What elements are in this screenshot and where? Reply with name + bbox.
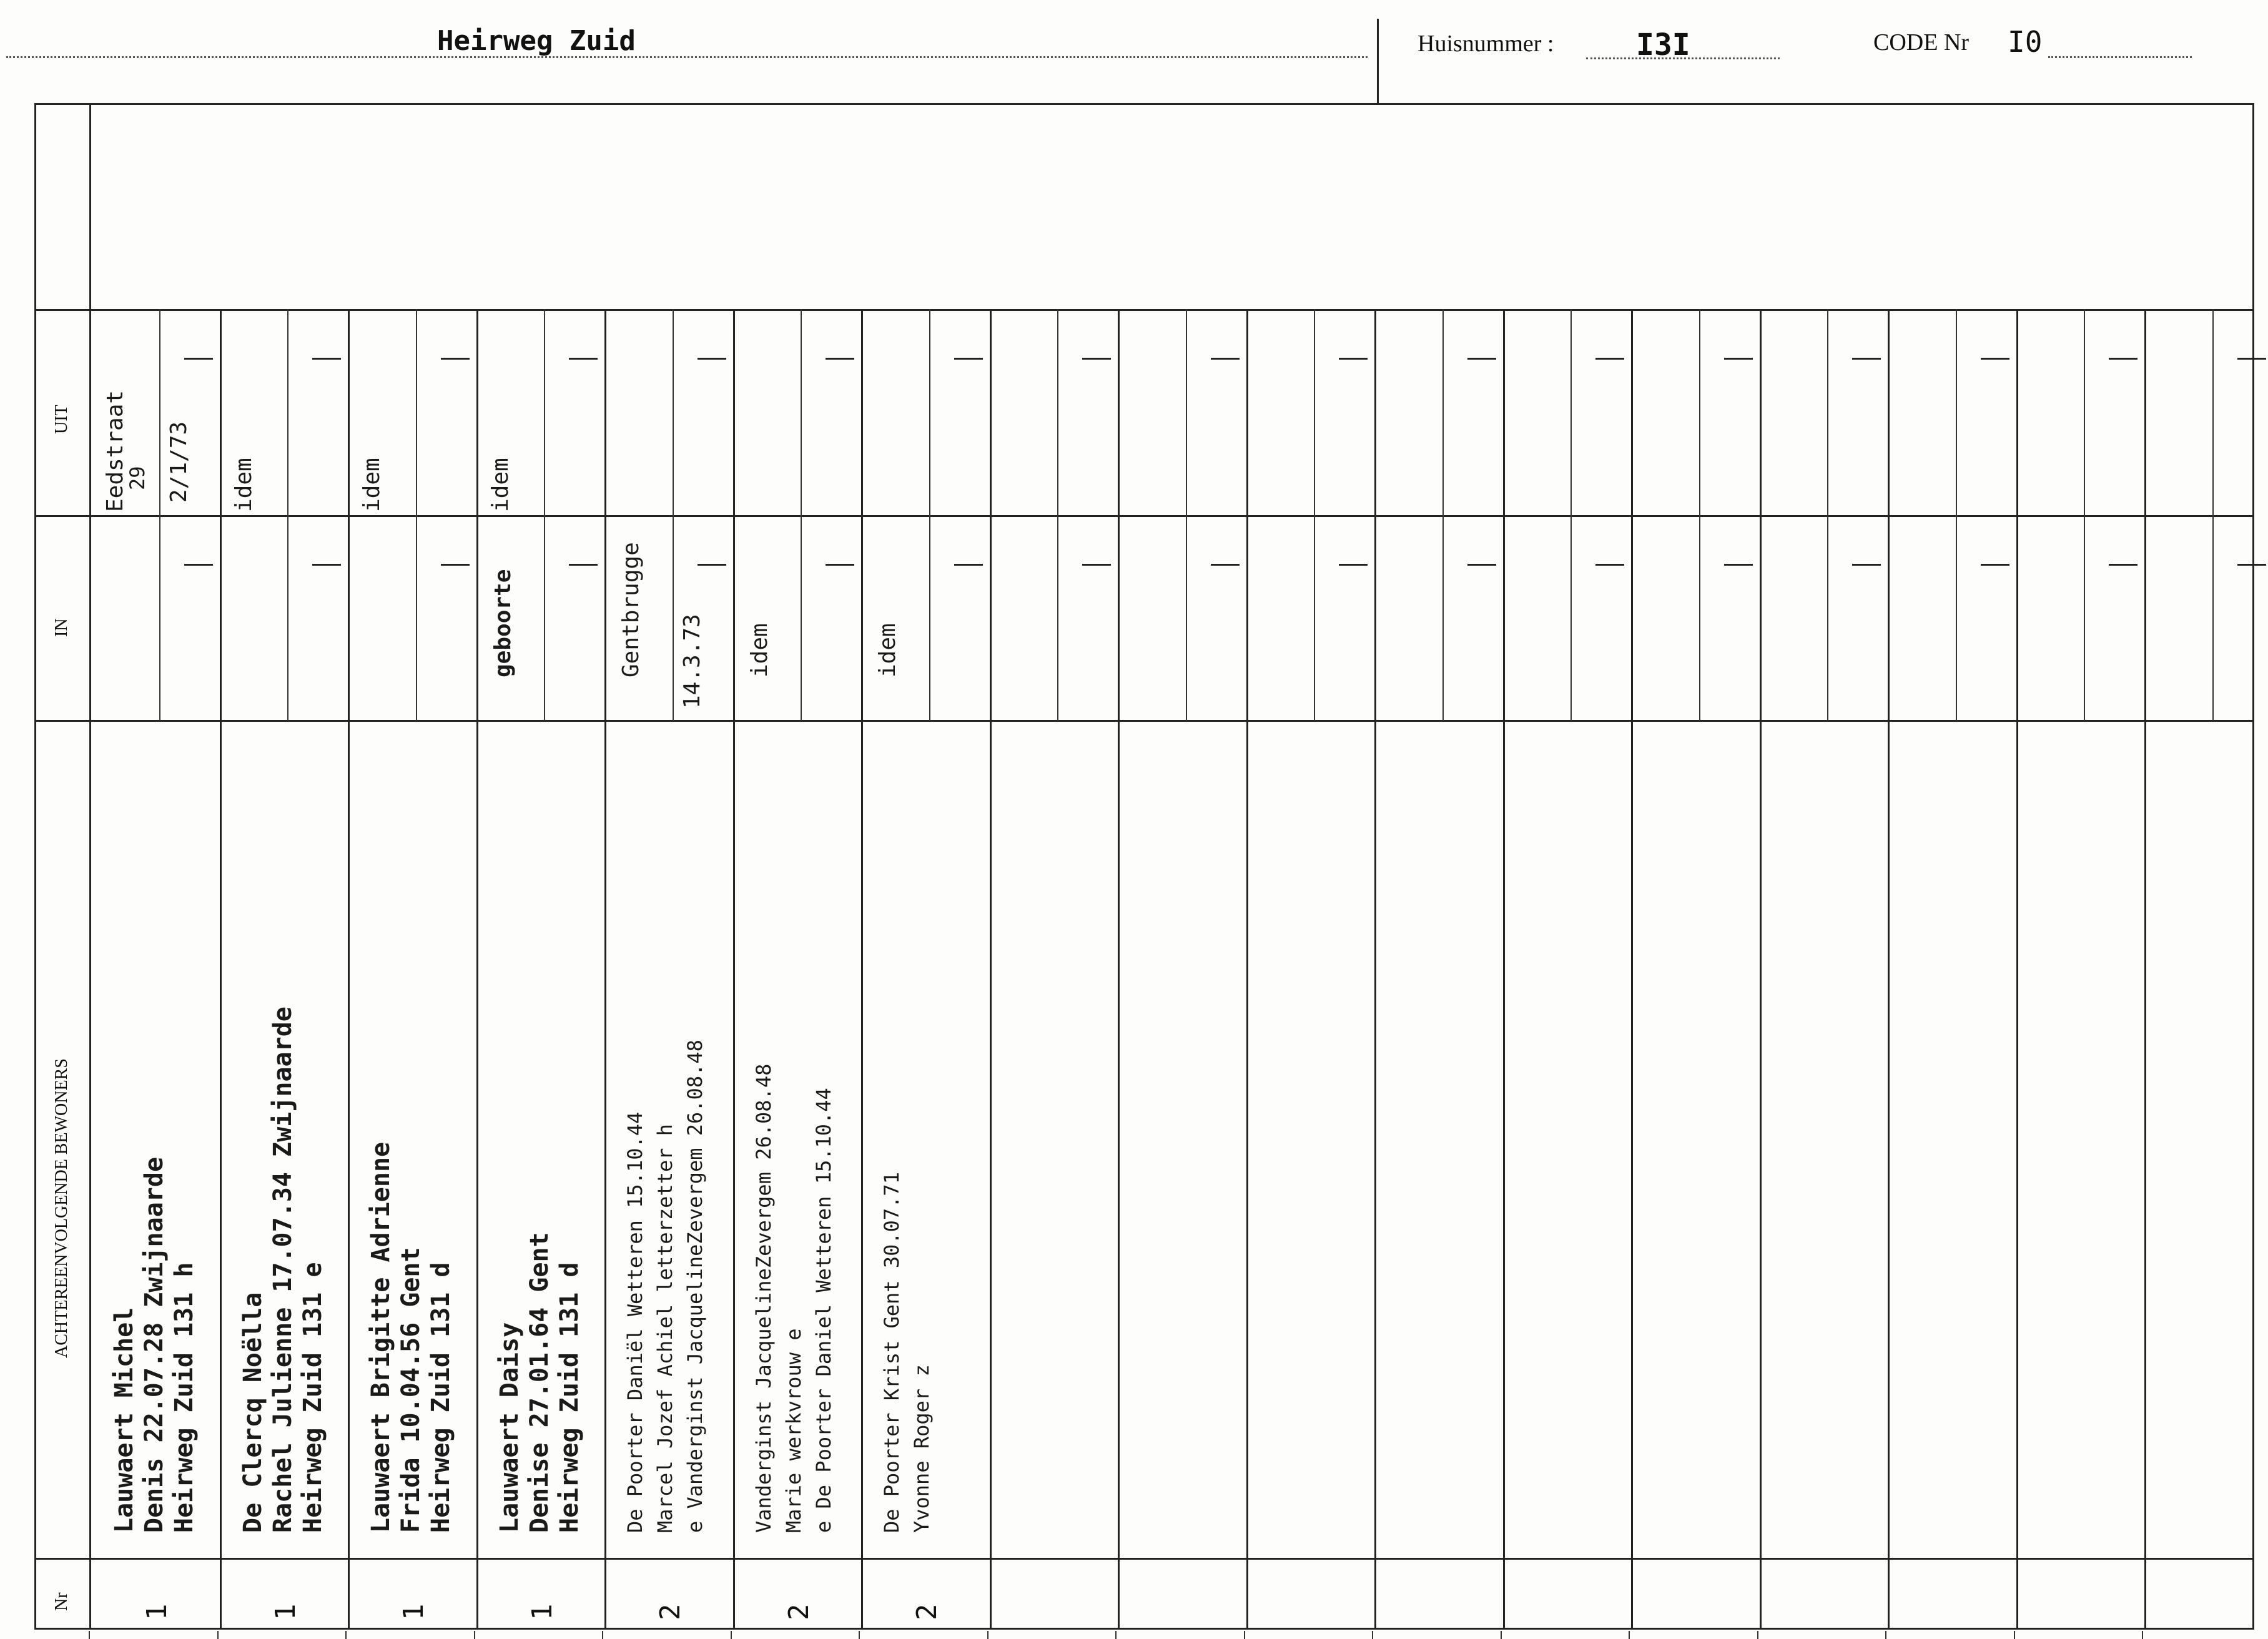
column-divider — [861, 309, 863, 1630]
column-divider — [2016, 309, 2018, 1630]
code-label: CODE Nr — [1873, 29, 1970, 56]
in-date: 14.3.73 — [679, 614, 705, 709]
uit-dash — [1339, 358, 1368, 360]
uit-subdivider — [1827, 309, 1828, 515]
resident-line: Marcel Jozef Achiel letterzetter h — [653, 1123, 677, 1533]
in-subdivider — [544, 515, 545, 721]
row-label-uit: UIT — [52, 405, 71, 434]
resident-line: De Poorter Krist Gent 30.07.71 — [880, 1172, 904, 1533]
in-subdivider — [1186, 515, 1187, 721]
street-dotted-line — [6, 56, 1368, 58]
resident-line: e De Poorter Daniel Wetteren 15.10.44 — [812, 1088, 836, 1533]
in-subdivider — [1570, 515, 1572, 721]
tick-mark — [217, 1631, 219, 1639]
resident-number: 2 — [783, 1603, 815, 1620]
resident-line: Heirweg Zuid 131 e — [298, 1262, 327, 1533]
header-divider — [1377, 19, 1379, 103]
uit-place: idem — [231, 458, 257, 512]
resident-line: Denis 22.07.28 Zwijnaarde — [140, 1156, 169, 1533]
in-subdivider — [1699, 515, 1700, 721]
column-divider — [2144, 309, 2146, 1630]
uit-dash — [2109, 358, 2137, 360]
resident-line: Heirweg Zuid 131 h — [170, 1262, 199, 1533]
uit-dash — [1595, 358, 1624, 360]
in-subdivider — [1442, 515, 1444, 721]
in-dash — [2237, 564, 2266, 566]
row-divider-nr — [89, 1558, 2254, 1560]
uit-subdivider — [1570, 309, 1572, 515]
resident-number: 1 — [526, 1603, 558, 1620]
tick-mark — [731, 1631, 732, 1639]
tick-mark — [2142, 1631, 2143, 1639]
resident-number: 1 — [141, 1603, 173, 1620]
resident-number: 2 — [911, 1603, 943, 1620]
tick-mark — [1501, 1631, 1502, 1639]
code-dotted-line — [2048, 56, 2192, 58]
uit-subdivider — [929, 309, 930, 515]
in-dash — [569, 564, 598, 566]
huisnummer-value: I3I — [1636, 27, 1690, 62]
in-subdivider — [416, 515, 417, 721]
tick-mark — [987, 1631, 989, 1639]
in-dash — [1852, 564, 1881, 566]
resident-number: 2 — [654, 1603, 686, 1620]
tick-mark — [1885, 1631, 1886, 1639]
uit-dash — [441, 358, 470, 360]
resident-line: Lauwaert Brigitte Adrienne — [367, 1141, 395, 1533]
column-divider — [348, 309, 350, 1630]
uit-dash — [312, 358, 341, 360]
uit-date: 2/1/73 — [166, 421, 192, 503]
uit-subdivider — [544, 309, 545, 515]
in-dash — [441, 564, 470, 566]
tick-mark — [1115, 1631, 1117, 1639]
resident-line: Rachel Julienne 17.07.34 Zwijnaarde — [269, 1007, 297, 1533]
in-subdivider — [2212, 515, 2214, 721]
in-subdivider — [673, 515, 674, 721]
column-divider — [220, 309, 222, 1630]
huisnummer-label: Huisnummer : — [1418, 31, 1554, 57]
column-divider — [1374, 309, 1376, 1630]
uit-subdivider — [1956, 309, 1957, 515]
uit-subdivider — [2212, 309, 2214, 515]
in-dash — [1724, 564, 1753, 566]
in-subdivider — [2084, 515, 2085, 721]
resident-number: 1 — [398, 1603, 430, 1620]
tick-mark — [1629, 1631, 1630, 1639]
resident-line: Lauwaert Michel — [110, 1307, 139, 1533]
uit-subdivider — [1699, 309, 1700, 515]
tick-mark — [1372, 1631, 1373, 1639]
uit-dash — [1852, 358, 1881, 360]
resident-line: De Poorter Daniël Wetteren 15.10.44 — [623, 1111, 647, 1533]
code-value: I0 — [2008, 25, 2043, 59]
resident-line: Frida 10.04.56 Gent — [397, 1247, 425, 1533]
uit-dash — [1211, 358, 1240, 360]
bottom-ticks — [0, 1631, 2268, 1639]
row-divider-in — [89, 515, 2254, 517]
in-subdivider — [159, 515, 160, 721]
resident-line: Denise 27.01.64 Gent — [525, 1232, 554, 1533]
in-dash — [1467, 564, 1496, 566]
in-subdivider — [1827, 515, 1828, 721]
tick-mark — [1244, 1631, 1245, 1639]
label-divider-3 — [34, 720, 89, 722]
uit-dash — [826, 358, 854, 360]
column-divider — [733, 309, 735, 1630]
row-divider-uit — [89, 309, 2254, 311]
in-dash — [1211, 564, 1240, 566]
resident-line: e Vanderginst JacquelineZevergem 26.08.48 — [683, 1040, 707, 1533]
uit-dash — [1082, 358, 1111, 360]
uit-place: idem — [359, 458, 385, 512]
uit-dash — [1981, 358, 2009, 360]
tick-mark — [89, 1631, 90, 1639]
uit-subdivider — [673, 309, 674, 515]
in-dash — [2109, 564, 2137, 566]
uit-dash — [954, 358, 983, 360]
resident-number: 1 — [270, 1603, 302, 1620]
uit-dash — [1467, 358, 1496, 360]
uit-subdivider — [159, 309, 160, 515]
resident-line: Heirweg Zuid 131 d — [426, 1262, 455, 1533]
grid-top-border — [34, 103, 2254, 105]
column-divider — [1118, 309, 1120, 1630]
uit-subdivider — [287, 309, 288, 515]
row-divider-bewoners — [89, 720, 2254, 722]
column-divider — [1760, 309, 1762, 1630]
tick-mark — [474, 1631, 475, 1639]
uit-place: Eedstraat — [102, 390, 128, 512]
resident-line: Marie werkvrouw e — [782, 1328, 806, 1533]
uit-dash — [698, 358, 726, 360]
tick-mark — [602, 1631, 603, 1639]
uit-subdivider — [1314, 309, 1315, 515]
label-column-divider — [89, 103, 91, 1630]
label-divider-2 — [34, 515, 89, 517]
register-grid — [34, 103, 2254, 1630]
street-name: Heirweg Zuid — [437, 25, 636, 57]
resident-line: Lauwaert Daisy — [495, 1322, 524, 1533]
uit-dash — [569, 358, 598, 360]
label-divider-4 — [34, 1558, 89, 1560]
resident-line: Heirweg Zuid 131 d — [555, 1262, 584, 1533]
in-dash — [826, 564, 854, 566]
grid-left-border — [34, 103, 36, 1630]
uit-subdivider — [1186, 309, 1187, 515]
tick-mark — [2014, 1631, 2015, 1639]
in-dash — [954, 564, 983, 566]
in-place: geboorte — [490, 569, 516, 677]
in-subdivider — [801, 515, 802, 721]
uit-place-number: 29 — [126, 466, 149, 490]
uit-subdivider — [1057, 309, 1058, 515]
in-place: idem — [875, 623, 900, 677]
in-subdivider — [1956, 515, 1957, 721]
in-subdivider — [929, 515, 930, 721]
in-dash — [698, 564, 726, 566]
in-subdivider — [1057, 515, 1058, 721]
in-place: Gentbrugge — [618, 542, 644, 677]
column-divider — [990, 309, 992, 1630]
in-subdivider — [1314, 515, 1315, 721]
uit-subdivider — [416, 309, 417, 515]
uit-place: idem — [488, 458, 513, 512]
in-place: idem — [747, 623, 772, 677]
tick-mark — [859, 1631, 860, 1639]
column-divider — [1888, 309, 1890, 1630]
label-divider-1 — [34, 309, 89, 311]
row-label-bewoners: ACHTEREENVOLGENDE BEWONERS — [52, 1058, 71, 1358]
column-divider — [1631, 309, 1633, 1630]
in-dash — [1082, 564, 1111, 566]
resident-line: Yvonne Roger z — [910, 1364, 934, 1533]
row-label-in: IN — [52, 618, 71, 637]
uit-subdivider — [2084, 309, 2085, 515]
column-divider — [476, 309, 478, 1630]
uit-subdivider — [1442, 309, 1444, 515]
uit-dash — [184, 358, 213, 360]
in-dash — [184, 564, 213, 566]
column-divider — [1246, 309, 1248, 1630]
tick-mark — [345, 1631, 347, 1639]
uit-dash — [2237, 358, 2266, 360]
in-subdivider — [287, 515, 288, 721]
in-dash — [1595, 564, 1624, 566]
row-label-nr: Nr — [52, 1592, 71, 1611]
resident-line: Vanderginst JacquelineZevergem 26.08.48 — [752, 1063, 776, 1533]
uit-subdivider — [801, 309, 802, 515]
column-divider — [1503, 309, 1505, 1630]
grid-bottom-border — [34, 1628, 2254, 1630]
in-dash — [1339, 564, 1368, 566]
tick-mark — [1757, 1631, 1758, 1639]
in-dash — [312, 564, 341, 566]
grid-right-border — [2252, 103, 2254, 1630]
uit-dash — [1724, 358, 1753, 360]
in-dash — [1981, 564, 2009, 566]
column-divider — [604, 309, 606, 1630]
resident-line: De Clercq Noëlla — [239, 1292, 267, 1533]
